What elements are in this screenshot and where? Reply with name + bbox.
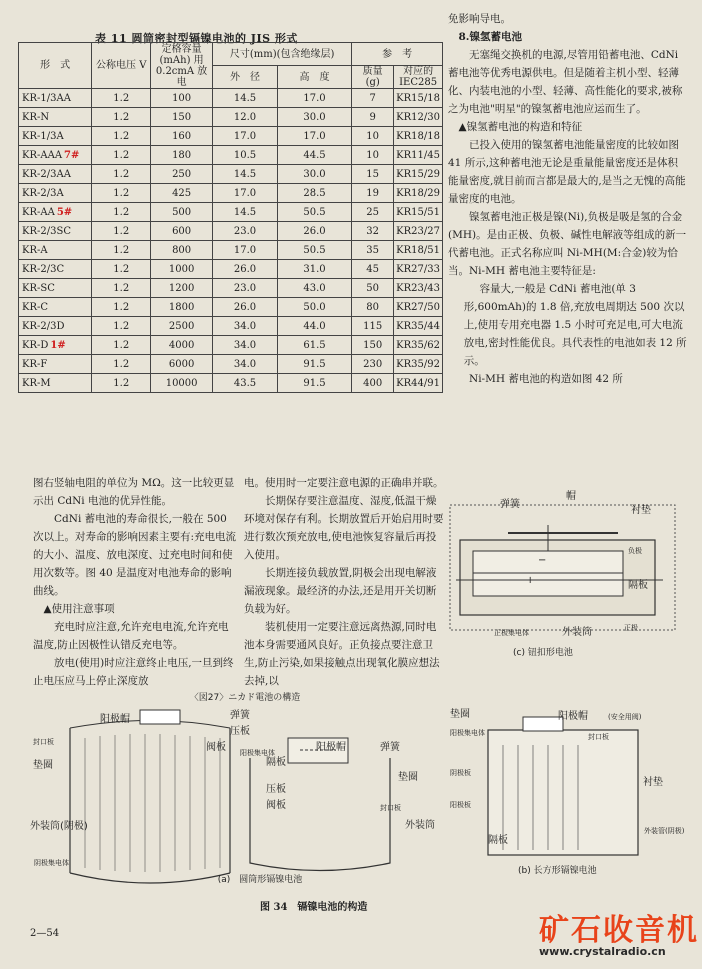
cell-voltage: 1.2 [92,146,151,165]
section-heading: 8.镍氢蓄电池 [458,31,522,43]
page-number: 2—54 [30,928,60,939]
cell-model: KR-1/3A [19,127,92,146]
cell-iec: KR15/18 [394,89,443,108]
cell-voltage: 1.2 [92,355,151,374]
right-column-text [448,10,688,388]
label-sealing-plate: 封口板 [33,738,54,746]
cell-iec: KR23/43 [394,279,443,298]
cell-iec: KR15/29 [394,165,443,184]
table-row [19,89,443,108]
watermark-text: 矿石收音机 [539,913,699,948]
cell-capacity: 250 [151,165,213,184]
cylindrical-cell-figure [30,688,440,893]
cell-mass: 32 [352,222,394,241]
svg-text:−: − [538,555,547,566]
cell-mass: 115 [352,317,394,336]
cell-mass: 10 [352,146,394,165]
label-gasket: 垫圈 [450,709,470,720]
cell-mass: 10 [352,127,394,146]
paragraph: 装机使用一定要注意远离热源,同时电池本身需要通风良好。正负接点要注意卫生,防止污染,如果接触点出现氧化膜应想法去掉,以 [244,621,440,687]
cell-capacity: 6000 [151,355,213,374]
paragraph: 图右竖轴电阻的单位为 MΩ。这一比较更显示出 CdNi 电池的优异性能。 [33,477,235,507]
cell-height: 44.0 [277,317,351,336]
table-row [19,336,443,355]
label-safety-valve: (安全用阀) [608,713,642,721]
cell-diameter: 43.5 [213,374,278,393]
cell-voltage: 1.2 [92,317,151,336]
cell-height: 30.0 [277,108,351,127]
cell-voltage: 1.2 [92,336,151,355]
label-detail-gasket: 垫圈 [398,772,418,783]
cell-diameter: 26.0 [213,260,278,279]
th-iec: 对应的 IEC285 [394,66,443,89]
label-pressure-plate: 压板 [230,726,250,737]
cell-model: KR-2/3C [19,260,92,279]
paragraph: CdNi 蓄电池的寿命很长,一般在 500 次以上。对寿命的影响因素主要有:充电电流的大小、温度、放电深度、过充电时间和使用次数等。图 40 是温度对电池寿命的影响曲线。 [33,513,237,597]
cell-mass: 15 [352,165,394,184]
cell-capacity: 2500 [151,317,213,336]
cell-iec: KR35/44 [394,317,443,336]
th-diameter: 外 径 [213,66,278,89]
cell-model: KR-SC [19,279,92,298]
cell-mass: 150 [352,336,394,355]
cell-voltage: 1.2 [92,184,151,203]
cell-mass: 80 [352,298,394,317]
handwritten-note: 5# [56,206,73,218]
table-row [19,127,443,146]
rectangular-cell-figure [448,705,688,885]
watermark-url: www.crystalradio.cn [539,945,666,958]
label-detail-valve: 阀板 [266,800,286,811]
table-row [19,184,443,203]
cell-diameter: 23.0 [213,279,278,298]
cell-capacity: 1200 [151,279,213,298]
label-valve: 阀板 [206,742,226,753]
label-detail-spring: 弹簧 [380,742,400,753]
cell-diameter: 10.5 [213,146,278,165]
cell-model: KR-M [19,374,92,393]
cell-voltage: 1.2 [92,89,151,108]
table-row [19,317,443,336]
cell-diameter: 23.0 [213,222,278,241]
table-row [19,260,443,279]
cell-capacity: 1000 [151,260,213,279]
cell-mass: 45 [352,260,394,279]
cell-height: 30.0 [277,165,351,184]
cell-capacity: 1800 [151,298,213,317]
cell-model: KR-2/3D [19,317,92,336]
cell-height: 28.5 [277,184,351,203]
paragraph: 无塞绳交换机的电源,尽管用铅蓄电池、CdNi 蓄电池等优秀电源供电。但是随着主机小型、轻薄化、内装电池的小型、轻薄、高性能化的要求,被称之为电池"明星"的镍氢蓄电池应运而生了。 [448,49,683,115]
cell-mass: 35 [352,241,394,260]
cell-mass: 400 [352,374,394,393]
cell-model: KR-2/3A [19,184,92,203]
paragraph: 电。使用时一定要注意电源的正确串并联。 [244,477,444,489]
cell-height: 26.0 [277,222,351,241]
paragraph: 充电时应注意,允许充电电流,允许充电温度,防止因极性认错反充电等。 [33,621,229,651]
label-anode-plate: 阳极板 [450,801,471,809]
middle-column-text [244,474,444,690]
paragraph: 放电(使用)时应注意终止电压,一旦到终止电压应马上停止深度放 [33,657,234,687]
table-title: 表 11 圆筒密封型镉镍电池的 JIS 形式 [95,32,298,45]
label-anode-cap: 阳极帽 [100,714,130,725]
figure-title: 图 34 镉镍电池的构造 [260,902,368,913]
subsection-heading: ▲使用注意事项 [43,603,115,615]
cell-iec: KR35/62 [394,336,443,355]
cell-diameter: 26.0 [213,298,278,317]
cell-voltage: 1.2 [92,165,151,184]
label-case: 外装筒 [562,627,592,638]
label-anode-collector: 阳极集电体 [240,749,275,757]
label-spring: 弹簧 [230,710,250,721]
cell-iec: KR18/51 [394,241,443,260]
cell-mass: 230 [352,355,394,374]
label-positive: 正极 [624,624,638,632]
watermark-logo [535,905,700,967]
svg-text:+: + [526,575,535,586]
table-body [19,89,443,393]
cell-model: KR-N [19,108,92,127]
label-negative: 负极 [628,547,642,555]
cell-model: KR-2/3AA [19,165,92,184]
cell-iec: KR44/91 [394,374,443,393]
cell-mass: 50 [352,279,394,298]
handwritten-note: 7# [64,149,80,161]
cell-capacity: 180 [151,146,213,165]
label-gasket: 垫圈 [33,760,53,771]
cell-voltage: 1.2 [92,279,151,298]
table-row [19,165,443,184]
table-row [19,108,443,127]
cell-height: 31.0 [277,260,351,279]
cell-diameter: 14.5 [213,89,278,108]
th-mass: 质量 (g) [352,66,394,89]
label-separator: 隔板 [628,580,648,591]
cell-height: 61.5 [277,336,351,355]
cell-iec: KR35/92 [394,355,443,374]
label-detail-case: 外装筒 [405,820,435,831]
cell-height: 50.0 [277,298,351,317]
cell-iec: KR18/18 [394,127,443,146]
jis-spec-table [18,42,443,393]
cell-voltage: 1.2 [92,374,151,393]
cell-height: 17.0 [277,127,351,146]
label-outer-tube: 外装管(阴极) [644,827,685,835]
cell-height: 91.5 [277,355,351,374]
cell-iec: KR23/27 [394,222,443,241]
cell-voltage: 1.2 [92,298,151,317]
cell-mass: 7 [352,89,394,108]
table-row [19,355,443,374]
label-anode-collector: 阳极集电体 [450,729,485,737]
subsection-heading: ▲镍氢蓄电池的构造和特征 [458,121,583,133]
cell-height: 50.5 [277,203,351,222]
cell-capacity: 160 [151,127,213,146]
th-capacity: 定格容量 (mAh) 用 0.2cmA 放电 [151,43,213,89]
table-row [19,279,443,298]
label-detail-sealing: 封口板 [380,804,401,812]
cell-iec: KR27/33 [394,260,443,279]
label-cathode-collector: 阴极集电体 [34,859,69,867]
paragraph: 长期连接负载放置,阴极会出现电解液漏液现象。最经济的办法,还是用开关切断负载为好。 [244,567,437,615]
cell-diameter: 14.5 [213,165,278,184]
label-positive-collector: 正极集电体 [494,629,529,637]
cell-mass: 25 [352,203,394,222]
cell-diameter: 17.0 [213,127,278,146]
cell-capacity: 800 [151,241,213,260]
th-ref: 参 考 [352,43,443,66]
table-row [19,298,443,317]
paragraph: Ni-MH 蓄电池的构造如图 42 所 [469,373,623,385]
handwritten-note: 1# [50,339,66,351]
cell-model: KR-C [19,298,92,317]
th-voltage: 公称电压 V [92,43,151,89]
label-separator: 隔板 [488,835,508,846]
cell-voltage: 1.2 [92,108,151,127]
cell-height: 43.0 [277,279,351,298]
cell-voltage: 1.2 [92,222,151,241]
cell-capacity: 425 [151,184,213,203]
cell-diameter: 34.0 [213,317,278,336]
cell-voltage: 1.2 [92,203,151,222]
paragraph: 容量大,一般是 CdNi 蓄电池(单 3 形,600mAh)的 1.8 倍,充放电周期达 500 次以上,使用专用充电器 1.5 小时可充足电,可大电流放电,密封性能优良。具代表性的电池如表 12 所示。 [463,283,687,367]
cell-capacity: 150 [151,108,213,127]
cell-iec: KR18/29 [394,184,443,203]
paragraph: 免影响导电。 [448,13,511,25]
left-column-text [33,474,239,690]
cell-voltage: 1.2 [92,241,151,260]
table-row [19,222,443,241]
cell-diameter: 17.0 [213,184,278,203]
cell-mass: 19 [352,184,394,203]
cell-model: KR-D 1# [19,336,92,355]
cell-height: 17.0 [277,89,351,108]
cell-diameter: 14.5 [213,203,278,222]
th-model: 形 式 [19,43,92,89]
cell-model: KR-1/3AA [19,89,92,108]
button-cell-caption: (c) 钮扣形电池 [513,648,573,658]
th-height: 高 度 [277,66,351,89]
label-anode-cap: 阳极帽 [558,711,588,722]
cell-capacity: 10000 [151,374,213,393]
cell-iec: KR15/51 [394,203,443,222]
label-cathode-plate: 阴极板 [450,769,471,777]
button-cell-figure [448,485,688,670]
cell-diameter: 34.0 [213,355,278,374]
cell-voltage: 1.2 [92,127,151,146]
cell-voltage: 1.2 [92,260,151,279]
figure-top-title: 〈図27〉ニカド電池の構造 [189,693,301,703]
table-row [19,241,443,260]
paragraph: 长期保存要注意温度、湿度,低温干燥环境对保存有利。长期放置后开始启用时要进行数次预充放电,使电池恢复容量后再投入使用。 [244,495,444,561]
cell-iec: KR11/45 [394,146,443,165]
label-sealing-plate: 封口板 [588,733,609,741]
paragraph: 已投入使用的镍氢蓄电池能量密度的比较如图 41 所示,这种蓄电池无论是重量能量密度还是体积能量密度,就目前而言都是最大的,是当之无愧的高能量密度的电池。 [448,139,686,205]
cell-diameter: 34.0 [213,336,278,355]
cell-model: KR-AAA 7# [19,146,92,165]
label-liner: 衬垫 [631,505,651,516]
cell-model: KR-A [19,241,92,260]
table-row [19,374,443,393]
cell-mass: 9 [352,108,394,127]
rectangular-caption: (b) 长方形镉镍电池 [518,866,597,876]
cell-height: 91.5 [277,374,351,393]
label-cap: 帽 [566,491,576,502]
cell-capacity: 4000 [151,336,213,355]
label-outer-case: 外装筒(阴极) [30,821,88,832]
label-detail-separator: 隔板 [266,757,286,768]
cell-diameter: 17.0 [213,241,278,260]
th-size: 尺寸(mm)(包含绝缘层) [213,43,352,66]
cell-iec: KR12/30 [394,108,443,127]
cell-model: KR-AA 5# [19,203,92,222]
label-detail-pressure: 压板 [266,784,286,795]
cell-capacity: 100 [151,89,213,108]
cell-capacity: 600 [151,222,213,241]
cell-height: 44.5 [277,146,351,165]
cylindrical-caption: (a) 圆筒形镉镍电池 [217,875,303,885]
label-detail-anode-cap: 阳极帽 [316,742,346,753]
cell-diameter: 12.0 [213,108,278,127]
cell-height: 50.5 [277,241,351,260]
cell-iec: KR27/50 [394,298,443,317]
table-row [19,146,443,165]
label-spring: 弹簧 [500,499,520,510]
cell-capacity: 500 [151,203,213,222]
paragraph: 镍氢蓄电池正极是镍(Ni),负极是吸是氢的合金(MH)。是由正极、负极、碱性电解液等组成的新一代蓄电池。正式名称应叫 Ni-MH(M:合金)较为恰当。Ni-MH 蓄电池主要特征是: [448,211,687,277]
cell-model: KR-F [19,355,92,374]
table-row [19,203,443,222]
cell-model: KR-2/3SC [19,222,92,241]
label-liner: 衬垫 [643,777,663,788]
